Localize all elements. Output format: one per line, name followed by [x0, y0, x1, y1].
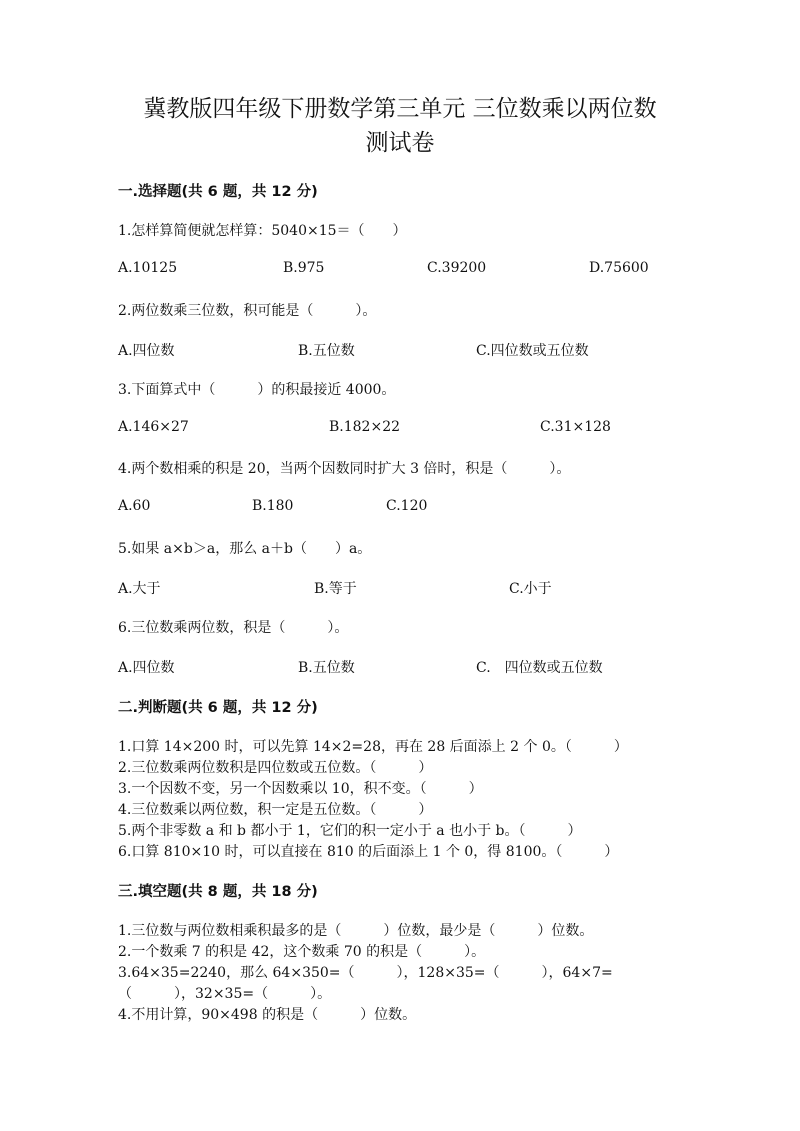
list-item: 6.口算 810×10 时，可以直接在 810 的后面添上 1 个 0，得 8100。（ ） — [118, 844, 619, 860]
title-line-1: 冀教版四年级下册数学第三单元 三位数乘以两位数 — [143, 96, 657, 122]
section-heading-judgement: 二.判断题(共 6 题，共 12 分) — [118, 700, 318, 716]
question-text: 4.两个数相乘的积是 20，当两个因数同时扩大 3 倍时，积是（ ）。 — [118, 461, 571, 477]
option-c: C.120 — [386, 498, 428, 514]
option-b: B.等于 — [314, 581, 357, 597]
list-item: 2.三位数乘两位数积是四位数或五位数。（ ） — [118, 760, 433, 776]
option-c: C. 四位数或五位数 — [476, 660, 603, 676]
option-a: A.60 — [118, 498, 151, 514]
question-text: 3.下面算式中（ ）的积最接近 4000。 — [118, 382, 396, 398]
list-item: 4.不用计算，90×498 的积是（ ）位数。 — [118, 1007, 417, 1023]
option-a: A.大于 — [118, 581, 161, 597]
option-b: B.五位数 — [298, 660, 355, 676]
option-d: D.75600 — [589, 260, 649, 276]
title-line-2: 测试卷 — [365, 130, 435, 156]
option-a: A.四位数 — [118, 343, 175, 359]
section-heading-choice: 一.选择题(共 6 题，共 12 分) — [118, 184, 318, 200]
list-item: 3.一个因数不变，另一个因数乘以 10，积不变。（ ） — [118, 781, 483, 797]
option-c: C.四位数或五位数 — [476, 343, 589, 359]
option-c: C.39200 — [427, 260, 487, 276]
list-item: 5.两个非零数 a 和 b 都小于 1，它们的积一定小于 a 也小于 b。（ ） — [118, 823, 582, 839]
question-text: 2.两位数乘三位数，积可能是（ ）。 — [118, 303, 377, 319]
option-c: C.31×128 — [540, 419, 611, 435]
question-text: 5.如果 a×b＞a，那么 a＋b（ ）a。 — [118, 541, 372, 557]
question-text: 1.怎样算简便就怎样算：5040×15＝（ ） — [118, 223, 407, 239]
list-item: 3.64×35=2240，那么 64×350=（ ），128×35=（ ），64×7= — [118, 965, 613, 981]
option-b: B.五位数 — [298, 343, 355, 359]
option-a: A.10125 — [118, 260, 178, 276]
option-b: B.975 — [283, 260, 325, 276]
list-item: 4.三位数乘以两位数，积一定是五位数。（ ） — [118, 802, 433, 818]
list-item: 1.三位数与两位数相乘积最多的是（ ）位数，最少是（ ）位数。 — [118, 923, 594, 939]
list-item: 1.口算 14×200 时，可以先算 14×2=28，再在 28 后面添上 2 个 0。（ ） — [118, 739, 628, 755]
option-a: A.146×27 — [118, 419, 189, 435]
option-c: C.小于 — [509, 581, 552, 597]
section-heading-fill-blank: 三.填空题(共 8 题，共 18 分) — [118, 884, 318, 900]
option-b: B.182×22 — [329, 419, 401, 435]
list-item: （ ），32×35=（ ）。 — [118, 986, 332, 1002]
page-title — [60, 92, 740, 160]
question-text: 6.三位数乘两位数，积是（ ）。 — [118, 620, 349, 636]
option-b: B.180 — [252, 498, 294, 514]
option-a: A.四位数 — [118, 660, 175, 676]
list-item: 2.一个数乘 7 的积是 42，这个数乘 70 的积是（ ）。 — [118, 944, 486, 960]
